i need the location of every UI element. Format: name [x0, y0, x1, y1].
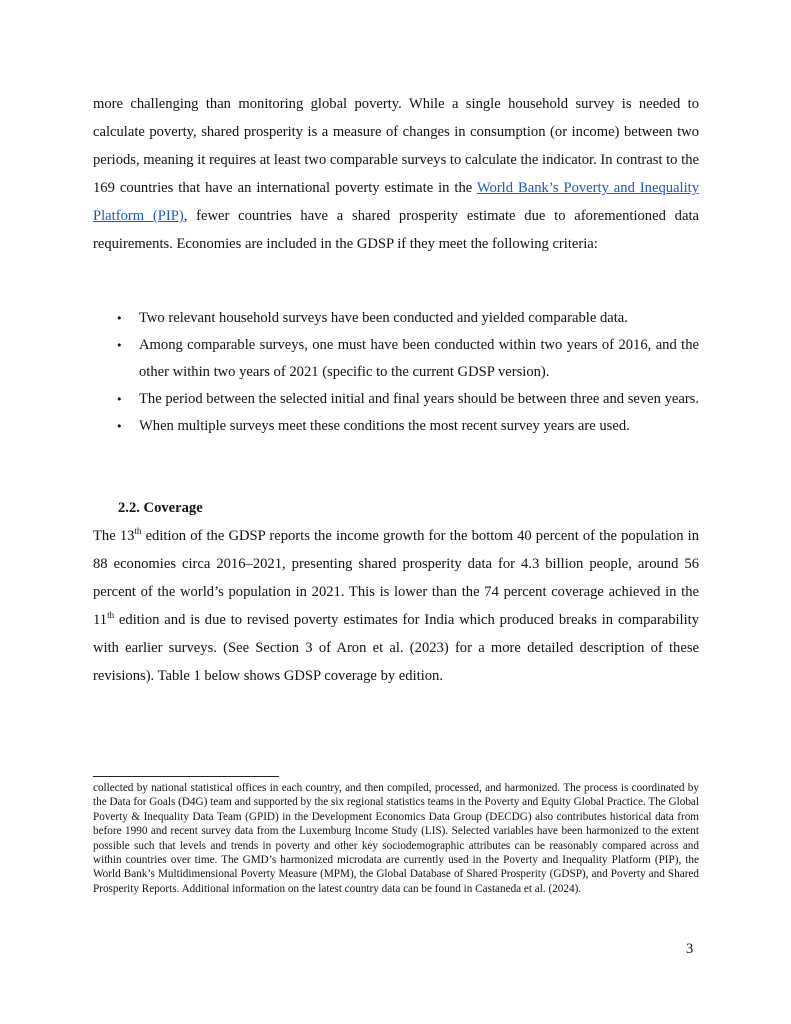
bullet-icon: • [116, 312, 123, 325]
coverage-paragraph [93, 522, 699, 690]
criteria-item [93, 386, 699, 413]
criteria-item [93, 305, 699, 332]
bullet-icon: • [116, 393, 123, 406]
criteria-item [93, 413, 699, 440]
section-heading: 2.2. Coverage [118, 500, 203, 516]
intro-text-after-link: , fewer countries have a shared prosperity estimate due to aforementioned data requirements. Economies are included in the GDSP if they meet the following criteria: [93, 208, 699, 252]
ordinal-superscript: th [107, 610, 115, 620]
coverage-text-part-a: The 13 [93, 528, 135, 544]
intro-paragraph [93, 90, 699, 258]
coverage-text-part-b: edition of the GDSP reports the income growth for the bottom 40 percent of the population in 88 economies circa 2016–2021, presenting shared prosperity data for 4.3 billion people, around 56 percent of the world’s population in 2021. This is lower than the 74 percent coverage achieved in the 11 [93, 528, 700, 628]
criteria-item-text: Among comparable surveys, one must have been conducted within two years of 2016, and the other within two years of 2021 (specific to the current GDSP version). [139, 337, 699, 380]
coverage-text-part-c: edition and is due to revised poverty estimates for India which produced breaks in comparability with earlier surveys. (See Section 3 of Aron et al. (2023) for a more detailed description of these revisions). Table 1 below shows GDSP coverage by edition. [93, 612, 699, 684]
footnote-divider [93, 776, 279, 777]
page-number: 3 [686, 941, 694, 957]
criteria-item-text: When multiple surveys meet these conditions the most recent survey years are used. [139, 418, 630, 434]
criteria-item-text: Two relevant household surveys have been conducted and yielded comparable data. [139, 310, 628, 326]
criteria-list [93, 305, 699, 440]
bullet-icon: • [116, 420, 123, 433]
pip-link[interactable]: World Bank’s Poverty and Inequality Platform (PIP) [93, 180, 699, 224]
footnote-text: collected by national statistical offices in each country, and then compiled, processed, and harmonized. The process is coordinated by the Data for Goals (D4G) team and supported by the six regional statistics teams in the Poverty and Equity Global Practice. The Global Poverty & Inequality Data Team (GPID) in the Development Economics Data Group (DECDG) also contributes historical data from before 1990 and recent survey data from the Luxemburg Income Study (LIS). Selected variables have been harmonized to the extent possible such that levels and trends in poverty and other key sociodemographic attributes can be reasonably compared across and within countries over time. The GMD’s harmonized microdata are currently used in the Poverty and Inequality Platform (PIP), the World Bank’s Multidimensional Poverty Measure (MPM), the Global Database of Shared Prosperity (GDSP), and Poverty and Shared Prosperity Reports. Additional information on the latest country data can be found in Castaneda et al. (2024). [93, 782, 699, 895]
intro-text-before-link: more challenging than monitoring global poverty. While a single household survey is needed to calculate poverty, shared prosperity is a measure of changes in consumption (or income) between two periods, meaning it requires at least two comparable surveys to calculate the indicator. In contrast to the 169 countries that have an international poverty estimate in the [93, 96, 699, 196]
criteria-item-text: The period between the selected initial and final years should be between three and seven years. [139, 391, 700, 407]
ordinal-superscript: th [134, 526, 142, 536]
criteria-item [93, 332, 699, 386]
bullet-icon: • [116, 339, 123, 352]
